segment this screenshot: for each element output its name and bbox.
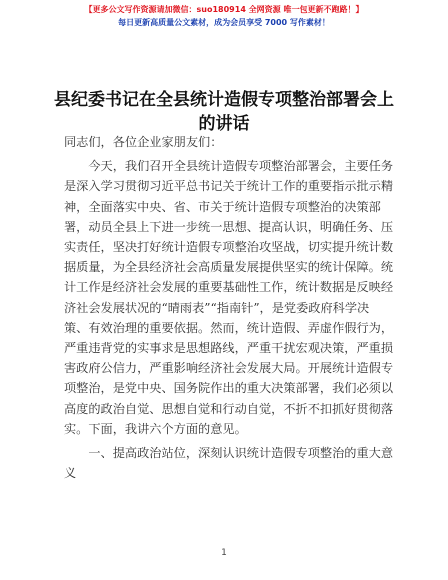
paragraph-line: 高度的政治自觉、思想自觉和行动自觉，不折不扣抓好贯彻落: [64, 401, 394, 416]
banner-line-promo: 【更多公文写作资源请加微信：suo180914 全网资源 唯一包更新不跑路！】: [84, 5, 364, 14]
paragraph-line: 严重违背党的实事求是思想路线，严重干扰宏观决策，严重损: [64, 341, 394, 356]
paragraph-line: 今天，我们召开全县统计造假专项整治部署会，主要任务: [64, 159, 394, 174]
document-title: [40, 88, 408, 136]
title-line-1: 县纪委书记在全县统计造假专项整治部署会上: [54, 90, 394, 110]
paragraph-line: 一、提高政治站位，深刻认识统计造假专项整治的重大意: [64, 446, 394, 461]
title-line-2: 的讲话: [198, 114, 250, 134]
paragraph-1: [64, 156, 402, 439]
paragraph-line: 实责任，坚决打好统计造假专项整治攻坚战，切实提升统计数: [64, 240, 394, 255]
paragraph-2-heading: [64, 443, 402, 483]
paragraph-line: 策、有效治理的重要依据。然而，统计造假、弄虚作假行为，: [64, 320, 394, 335]
paragraph-line: 据质量，为全县经济社会高质量发展提供坚实的统计保障。统: [64, 260, 394, 275]
paragraph-line: 署，动员全县上下进一步统一思想、提高认识，明确任务、压: [64, 219, 394, 234]
paragraph-line: 义: [64, 466, 77, 481]
page-number: 1: [221, 548, 227, 558]
document-body: [64, 132, 402, 483]
salutation: 同志们，各位企业家朋友们：: [64, 135, 223, 149]
paragraph-line: 济社会发展状况的“晴雨表”“指南针”，是党委政府科学决: [64, 300, 370, 315]
banner-line-update: 每日更新高质量公文素材，成为会员享受 7000 写作素材！: [118, 18, 330, 27]
paragraph-line: 是深入学习贯彻习近平总书记关于统计工作的重要指示批示精: [64, 179, 394, 194]
paragraph-line: 神，全面落实中央、省、市关于统计造假专项整治的决策部: [64, 199, 381, 214]
paragraph-line: 实。下面，我讲六个方面的意见。: [64, 421, 247, 436]
paragraph-line: 害政府公信力，严重影响经济社会发展大局。开展统计造假专: [64, 361, 394, 376]
header-banner: [0, 4, 448, 28]
paragraph-line: 计工作是经济社会发展的重要基础性工作，统计数据是反映经: [64, 280, 394, 295]
paragraph-line: 项整治，是党中央、国务院作出的重大决策部署，我们必须以: [64, 381, 394, 396]
